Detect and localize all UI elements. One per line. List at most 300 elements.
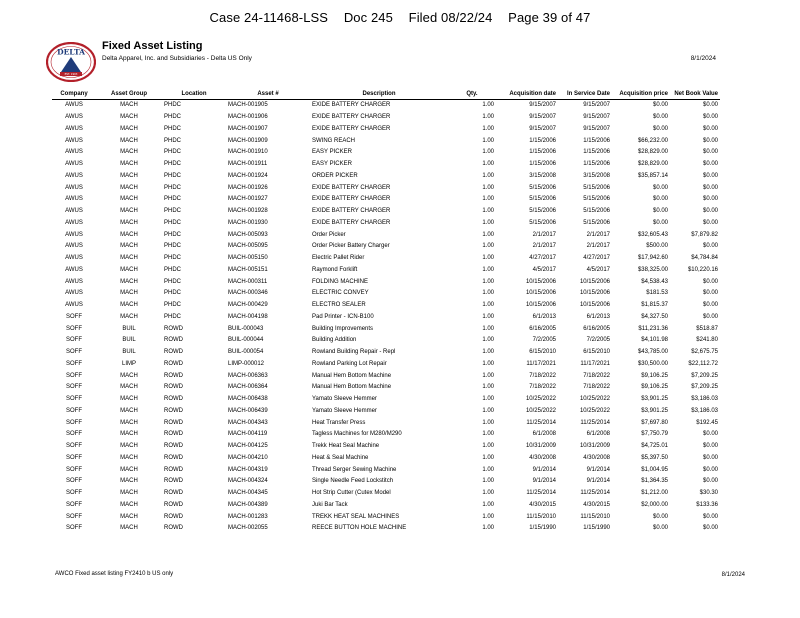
cell-asset-group: MACH bbox=[120, 255, 138, 262]
cell-description: EXIDE BATTERY CHARGER bbox=[312, 125, 391, 132]
cell-asset-group: BUIL bbox=[122, 337, 136, 344]
cell-location: ROWD bbox=[164, 360, 183, 367]
cell-acquisition-price: $1,364.35 bbox=[641, 478, 668, 485]
cell-net-book-value: $0.00 bbox=[702, 431, 718, 438]
col-company: Company bbox=[52, 88, 96, 100]
cell-net-book-value: $0.00 bbox=[702, 102, 718, 109]
table-row bbox=[52, 417, 720, 429]
cell-asset-group: MACH bbox=[120, 501, 138, 508]
cell-qty: 1.00 bbox=[482, 478, 494, 485]
cell-acquisition-date: 10/25/2022 bbox=[525, 407, 556, 414]
cell-asset-number: MACH-005150 bbox=[228, 255, 268, 262]
cell-acquisition-price: $3,901.25 bbox=[641, 407, 668, 414]
cell-qty: 1.00 bbox=[482, 125, 494, 132]
cell-asset-group: MACH bbox=[120, 196, 138, 203]
cell-in-service-date: 5/15/2006 bbox=[583, 208, 610, 215]
cell-location: PHDC bbox=[164, 184, 182, 191]
cell-company: SOFF bbox=[66, 525, 82, 532]
logo-est: EST. 1903 bbox=[64, 73, 78, 77]
cell-asset-group: MACH bbox=[120, 125, 138, 132]
cell-acquisition-price: $38,325.00 bbox=[637, 266, 668, 273]
cell-in-service-date: 10/31/2009 bbox=[579, 443, 610, 450]
cell-location: PHDC bbox=[164, 313, 182, 320]
table-row bbox=[52, 100, 720, 112]
cell-net-book-value: $0.00 bbox=[702, 313, 718, 320]
cell-asset-group: MACH bbox=[120, 290, 138, 297]
table-row bbox=[52, 370, 720, 382]
cell-acquisition-date: 5/15/2006 bbox=[529, 219, 556, 226]
table-row bbox=[52, 500, 720, 512]
cell-in-service-date: 6/1/2008 bbox=[586, 431, 610, 438]
cell-asset-group: BUIL bbox=[122, 349, 136, 356]
cell-company: AWUS bbox=[65, 102, 83, 109]
cell-description: ORDER PICKER bbox=[312, 172, 358, 179]
cell-asset-group: MACH bbox=[120, 407, 138, 414]
cell-description: Thread Serger Sewing Machine bbox=[312, 466, 397, 473]
footer-file-name: AWCO Fixed asset listing FY2410 b US only bbox=[55, 571, 174, 577]
cell-in-service-date: 4/30/2008 bbox=[583, 454, 610, 461]
cell-net-book-value: $0.00 bbox=[702, 161, 718, 168]
cell-acquisition-price: $32,605.43 bbox=[637, 231, 668, 238]
cell-in-service-date: 5/15/2006 bbox=[583, 196, 610, 203]
cell-company: AWUS bbox=[65, 149, 83, 156]
delta-logo bbox=[46, 42, 96, 82]
cell-acquisition-price: $9,106.25 bbox=[641, 372, 668, 379]
cell-acquisition-date: 4/27/2017 bbox=[529, 255, 556, 262]
cell-acquisition-price: $1,004.95 bbox=[641, 466, 668, 473]
cell-asset-group: BUIL bbox=[122, 325, 136, 332]
cell-asset-group: MACH bbox=[120, 231, 138, 238]
cell-qty: 1.00 bbox=[482, 325, 494, 332]
cell-acquisition-price: $28,829.00 bbox=[637, 149, 668, 156]
cell-qty: 1.00 bbox=[482, 184, 494, 191]
col-acquisition-date: Acquisition date bbox=[496, 88, 558, 100]
cell-asset-group: MACH bbox=[120, 384, 138, 391]
cell-in-service-date: 5/15/2006 bbox=[583, 219, 610, 226]
cell-qty: 1.00 bbox=[482, 360, 494, 367]
cell-asset-number: MACH-001926 bbox=[228, 184, 268, 191]
cell-acquisition-date: 6/1/2008 bbox=[532, 431, 556, 438]
cell-acquisition-price: $500.00 bbox=[646, 243, 668, 250]
cell-acquisition-price: $43,785.00 bbox=[637, 349, 668, 356]
cell-description: EXIDE BATTERY CHARGER bbox=[312, 208, 391, 215]
cell-company: AWUS bbox=[65, 219, 83, 226]
cell-asset-group: MACH bbox=[120, 513, 138, 520]
cell-asset-number: MACH-006364 bbox=[228, 384, 268, 391]
table-row bbox=[52, 194, 720, 206]
footer-date: 8/1/2024 bbox=[721, 572, 745, 578]
cell-asset-group: MACH bbox=[120, 302, 138, 309]
cell-location: ROWD bbox=[164, 501, 183, 508]
cell-acquisition-date: 11/25/2014 bbox=[526, 419, 556, 426]
filed-date: Filed 08/22/24 bbox=[408, 10, 493, 25]
cell-asset-number: MACH-000311 bbox=[228, 278, 268, 285]
cell-description: Order Picker bbox=[312, 231, 346, 238]
cell-location: ROWD bbox=[164, 349, 183, 356]
cell-location: ROWD bbox=[164, 490, 183, 497]
cell-description: Yamato Sleeve Hemmer bbox=[312, 407, 377, 414]
cell-company: SOFF bbox=[66, 478, 82, 485]
cell-company: AWUS bbox=[65, 196, 83, 203]
cell-location: PHDC bbox=[164, 114, 182, 121]
cell-acquisition-price: $4,538.43 bbox=[641, 278, 668, 285]
cell-acquisition-date: 9/1/2014 bbox=[532, 478, 556, 485]
cell-description: ELECTRO SEALER bbox=[312, 302, 366, 309]
cell-net-book-value: $7,879.82 bbox=[691, 231, 718, 238]
table-row bbox=[52, 276, 720, 288]
cell-description: Manual Hem Bottom Machine bbox=[312, 384, 392, 391]
cell-net-book-value: $4,784.84 bbox=[691, 255, 718, 262]
cell-net-book-value: $0.00 bbox=[702, 290, 718, 297]
cell-company: SOFF bbox=[66, 372, 82, 379]
cell-acquisition-date: 10/15/2006 bbox=[525, 290, 556, 297]
cell-acquisition-price: $66,232.00 bbox=[637, 137, 668, 144]
cell-location: PHDC bbox=[164, 102, 182, 109]
cell-qty: 1.00 bbox=[482, 419, 494, 426]
cell-asset-group: MACH bbox=[120, 172, 138, 179]
cell-company: SOFF bbox=[66, 325, 82, 332]
page-number: Page 39 of 47 bbox=[508, 10, 591, 25]
cell-description: ELECTRIC CONVEY bbox=[312, 290, 369, 297]
cell-net-book-value: $2,675.75 bbox=[691, 349, 718, 356]
cell-description: EASY PICKER bbox=[312, 161, 352, 168]
cell-acquisition-date: 1/15/2006 bbox=[529, 161, 556, 168]
table-row bbox=[52, 206, 720, 218]
cell-description: Yamato Sleeve Hemmer bbox=[312, 396, 377, 403]
cell-location: ROWD bbox=[164, 384, 183, 391]
cell-company: SOFF bbox=[66, 407, 82, 414]
cell-location: ROWD bbox=[164, 396, 183, 403]
table-row bbox=[52, 382, 720, 394]
cell-net-book-value: $3,186.03 bbox=[691, 396, 718, 403]
cell-net-book-value: $0.00 bbox=[702, 172, 718, 179]
cell-location: ROWD bbox=[164, 325, 183, 332]
table-row bbox=[52, 453, 720, 465]
cell-asset-group: MACH bbox=[120, 431, 138, 438]
cell-in-service-date: 11/17/2021 bbox=[580, 360, 610, 367]
cell-description: EASY PICKER bbox=[312, 149, 352, 156]
cell-in-service-date: 7/18/2022 bbox=[583, 384, 610, 391]
report-subtitle: Delta Apparel, Inc. and Subsidiaries - Delta US Only bbox=[102, 55, 252, 62]
cell-asset-number: MACH-001930 bbox=[228, 219, 268, 226]
cell-asset-group: MACH bbox=[120, 313, 138, 320]
table-row bbox=[52, 112, 720, 124]
cell-acquisition-price: $0.00 bbox=[652, 184, 668, 191]
cell-location: ROWD bbox=[164, 337, 183, 344]
cell-acquisition-price: $0.00 bbox=[652, 114, 668, 121]
cell-asset-number: MACH-004324 bbox=[228, 478, 268, 485]
cell-asset-group: MACH bbox=[120, 478, 138, 485]
report-date: 8/1/2024 bbox=[690, 55, 716, 62]
table-row bbox=[52, 265, 720, 277]
cell-in-service-date: 10/15/2006 bbox=[579, 302, 610, 309]
cell-asset-group: MACH bbox=[120, 243, 138, 250]
cell-asset-number: MACH-002055 bbox=[228, 525, 268, 532]
cell-company: AWUS bbox=[65, 184, 83, 191]
cell-acquisition-date: 7/18/2022 bbox=[529, 384, 556, 391]
cell-acquisition-price: $4,725.01 bbox=[641, 443, 668, 450]
cell-description: Juki Bar Tack bbox=[312, 501, 348, 508]
cell-acquisition-date: 10/15/2006 bbox=[525, 278, 556, 285]
cell-in-service-date: 1/15/2006 bbox=[583, 161, 610, 168]
cell-asset-number: MACH-004125 bbox=[228, 443, 268, 450]
cell-company: SOFF bbox=[66, 360, 82, 367]
cell-asset-group: MACH bbox=[120, 219, 138, 226]
cell-in-service-date: 4/5/2017 bbox=[586, 266, 610, 273]
cell-location: PHDC bbox=[164, 278, 182, 285]
table-row bbox=[52, 347, 720, 359]
cell-in-service-date: 10/15/2006 bbox=[579, 290, 610, 297]
cell-qty: 1.00 bbox=[482, 454, 494, 461]
cell-in-service-date: 11/25/2014 bbox=[580, 419, 610, 426]
cell-acquisition-date: 11/25/2014 bbox=[526, 490, 556, 497]
cell-location: ROWD bbox=[164, 431, 183, 438]
cell-location: ROWD bbox=[164, 466, 183, 473]
cell-qty: 1.00 bbox=[482, 114, 494, 121]
cell-description: Single Needle Feed Lockstitch bbox=[312, 478, 394, 485]
cell-description: Hot Strip Cutter (Cutex Model bbox=[312, 490, 391, 497]
cell-acquisition-date: 4/30/2008 bbox=[529, 454, 556, 461]
cell-qty: 1.00 bbox=[482, 466, 494, 473]
cell-acquisition-date: 3/15/2008 bbox=[529, 172, 556, 179]
cell-asset-number: MACH-004319 bbox=[228, 466, 268, 473]
cell-asset-group: MACH bbox=[120, 525, 138, 532]
cell-qty: 1.00 bbox=[482, 102, 494, 109]
cell-company: AWUS bbox=[65, 137, 83, 144]
cell-acquisition-date: 6/16/2005 bbox=[529, 325, 556, 332]
cell-qty: 1.00 bbox=[482, 196, 494, 203]
cell-acquisition-date: 4/5/2017 bbox=[532, 266, 556, 273]
cell-net-book-value: $0.00 bbox=[702, 513, 718, 520]
table-header-row bbox=[52, 88, 720, 100]
cell-acquisition-date: 9/15/2007 bbox=[529, 125, 556, 132]
cell-acquisition-price: $35,857.14 bbox=[637, 172, 668, 179]
cell-asset-group: MACH bbox=[120, 102, 138, 109]
cell-description: Pad Printer - ICN-B100 bbox=[312, 313, 374, 320]
cell-company: AWUS bbox=[65, 302, 83, 309]
cell-net-book-value: $0.00 bbox=[702, 478, 718, 485]
table-row bbox=[52, 323, 720, 335]
cell-description: FOLDING MACHINE bbox=[312, 278, 369, 285]
cell-acquisition-date: 9/15/2007 bbox=[529, 114, 556, 121]
cell-in-service-date: 1/15/2006 bbox=[583, 137, 610, 144]
cell-acquisition-price: $9,106.25 bbox=[641, 384, 668, 391]
cell-in-service-date: 11/15/2010 bbox=[580, 513, 610, 520]
cell-net-book-value: $0.00 bbox=[702, 243, 718, 250]
cell-net-book-value: $0.00 bbox=[702, 454, 718, 461]
table-row bbox=[52, 182, 720, 194]
cell-qty: 1.00 bbox=[482, 443, 494, 450]
cell-location: ROWD bbox=[164, 478, 183, 485]
cell-company: AWUS bbox=[65, 243, 83, 250]
cell-in-service-date: 2/1/2017 bbox=[586, 243, 610, 250]
cell-net-book-value: $0.00 bbox=[702, 443, 718, 450]
cell-location: PHDC bbox=[164, 231, 182, 238]
cell-in-service-date: 6/1/2013 bbox=[586, 313, 610, 320]
cell-net-book-value: $0.00 bbox=[702, 208, 718, 215]
cell-acquisition-price: $0.00 bbox=[652, 125, 668, 132]
cell-location: PHDC bbox=[164, 208, 182, 215]
cell-acquisition-price: $181.53 bbox=[646, 290, 668, 297]
table-row bbox=[52, 523, 720, 535]
cell-in-service-date: 4/27/2017 bbox=[583, 255, 610, 262]
cell-acquisition-price: $4,101.98 bbox=[641, 337, 668, 344]
table-row bbox=[52, 429, 720, 441]
cell-location: PHDC bbox=[164, 125, 182, 132]
cell-company: SOFF bbox=[66, 490, 82, 497]
cell-company: SOFF bbox=[66, 396, 82, 403]
cell-company: SOFF bbox=[66, 513, 82, 520]
cell-company: SOFF bbox=[66, 501, 82, 508]
table-row bbox=[52, 229, 720, 241]
cell-asset-number: MACH-004119 bbox=[228, 431, 268, 438]
cell-company: AWUS bbox=[65, 161, 83, 168]
cell-location: PHDC bbox=[164, 266, 182, 273]
cell-acquisition-date: 6/1/2013 bbox=[532, 313, 556, 320]
cell-qty: 1.00 bbox=[482, 490, 494, 497]
cell-company: SOFF bbox=[66, 337, 82, 344]
cell-net-book-value: $0.00 bbox=[702, 125, 718, 132]
cell-acquisition-date: 2/1/2017 bbox=[532, 231, 556, 238]
cell-net-book-value: $241.80 bbox=[696, 337, 718, 344]
cell-qty: 1.00 bbox=[482, 396, 494, 403]
cell-description: Trekk Heat Seal Machine bbox=[312, 443, 380, 450]
cell-acquisition-price: $30,500.00 bbox=[637, 360, 668, 367]
cell-net-book-value: $0.00 bbox=[702, 196, 718, 203]
cell-acquisition-date: 9/15/2007 bbox=[529, 102, 556, 109]
cell-asset-number: MACH-004343 bbox=[228, 419, 268, 426]
cell-in-service-date: 1/15/2006 bbox=[583, 149, 610, 156]
cell-in-service-date: 3/15/2008 bbox=[583, 172, 610, 179]
cell-net-book-value: $0.00 bbox=[702, 278, 718, 285]
cell-location: PHDC bbox=[164, 219, 182, 226]
cell-asset-number: BUIL-000043 bbox=[228, 325, 264, 332]
cell-location: ROWD bbox=[164, 443, 183, 450]
cell-in-service-date: 10/25/2022 bbox=[579, 407, 610, 414]
cell-asset-number: MACH-004389 bbox=[228, 501, 268, 508]
cell-in-service-date: 7/2/2005 bbox=[586, 337, 610, 344]
cell-acquisition-price: $0.00 bbox=[652, 208, 668, 215]
cell-acquisition-price: $0.00 bbox=[652, 513, 668, 520]
table-row bbox=[52, 511, 720, 523]
cell-company: SOFF bbox=[66, 313, 82, 320]
cell-asset-number: BUIL-000044 bbox=[228, 337, 264, 344]
cell-acquisition-date: 1/15/2006 bbox=[529, 137, 556, 144]
cell-qty: 1.00 bbox=[482, 349, 494, 356]
cell-asset-group: MACH bbox=[120, 114, 138, 121]
cell-company: SOFF bbox=[66, 384, 82, 391]
col-location: Location bbox=[162, 88, 226, 100]
cell-acquisition-price: $3,901.25 bbox=[641, 396, 668, 403]
cell-in-service-date: 2/1/2017 bbox=[586, 231, 610, 238]
cell-asset-number: BUIL-000054 bbox=[228, 349, 264, 356]
cell-net-book-value: $7,209.25 bbox=[691, 384, 718, 391]
table-row bbox=[52, 406, 720, 418]
table-row bbox=[52, 312, 720, 324]
cell-acquisition-date: 10/31/2009 bbox=[525, 443, 556, 450]
cell-acquisition-date: 5/15/2006 bbox=[529, 208, 556, 215]
cell-acquisition-date: 11/15/2010 bbox=[526, 513, 556, 520]
cell-qty: 1.00 bbox=[482, 149, 494, 156]
cell-acquisition-price: $17,942.60 bbox=[637, 255, 668, 262]
cell-company: SOFF bbox=[66, 349, 82, 356]
table-row bbox=[52, 171, 720, 183]
cell-acquisition-price: $1,212.00 bbox=[641, 490, 668, 497]
cell-asset-number: MACH-001927 bbox=[228, 196, 268, 203]
cell-qty: 1.00 bbox=[482, 161, 494, 168]
table-row bbox=[52, 218, 720, 230]
table-row bbox=[52, 335, 720, 347]
cell-asset-group: MACH bbox=[120, 454, 138, 461]
cell-net-book-value: $22,112.72 bbox=[688, 360, 718, 367]
cell-asset-group: MACH bbox=[120, 266, 138, 273]
cell-company: SOFF bbox=[66, 454, 82, 461]
cell-acquisition-price: $11,231.36 bbox=[638, 325, 668, 332]
cell-description: Rowland Parking Lot Repair bbox=[312, 360, 387, 367]
cell-company: AWUS bbox=[65, 255, 83, 262]
cell-description: Heat Transfer Press bbox=[312, 419, 366, 426]
cell-description: Building Addition bbox=[312, 337, 357, 344]
cell-asset-number: MACH-001911 bbox=[228, 161, 268, 168]
cell-qty: 1.00 bbox=[482, 337, 494, 344]
cell-description: REECE BUTTON HOLE MACHINE bbox=[312, 525, 407, 532]
cell-in-service-date: 9/15/2007 bbox=[583, 114, 610, 121]
cell-qty: 1.00 bbox=[482, 525, 494, 532]
cell-location: PHDC bbox=[164, 243, 182, 250]
table-row bbox=[52, 464, 720, 476]
cell-qty: 1.00 bbox=[482, 255, 494, 262]
table-row bbox=[52, 441, 720, 453]
cell-asset-number: MACH-006438 bbox=[228, 396, 268, 403]
cell-company: AWUS bbox=[65, 125, 83, 132]
col-qty: Qty. bbox=[448, 88, 496, 100]
cell-asset-number: MACH-005093 bbox=[228, 231, 268, 238]
cell-asset-number: MACH-001909 bbox=[228, 137, 268, 144]
cell-asset-number: MACH-005151 bbox=[228, 266, 268, 273]
col-asset-number: Asset # bbox=[226, 88, 310, 100]
table-row bbox=[52, 147, 720, 159]
cell-asset-number: MACH-006439 bbox=[228, 407, 268, 414]
cell-qty: 1.00 bbox=[482, 219, 494, 226]
table-row bbox=[52, 253, 720, 265]
cell-location: PHDC bbox=[164, 290, 182, 297]
cell-company: SOFF bbox=[66, 443, 82, 450]
cell-description: Building Improvements bbox=[312, 325, 374, 332]
cell-net-book-value: $0.00 bbox=[702, 184, 718, 191]
cell-qty: 1.00 bbox=[482, 290, 494, 297]
cell-net-book-value: $0.00 bbox=[702, 525, 718, 532]
cell-asset-number: MACH-001283 bbox=[228, 513, 268, 520]
cell-qty: 1.00 bbox=[482, 513, 494, 520]
cell-description: EXIDE BATTERY CHARGER bbox=[312, 219, 391, 226]
cell-in-service-date: 6/16/2005 bbox=[583, 325, 610, 332]
cell-qty: 1.00 bbox=[482, 302, 494, 309]
cell-in-service-date: 6/15/2010 bbox=[583, 349, 610, 356]
cell-location: ROWD bbox=[164, 372, 183, 379]
cell-asset-group: MACH bbox=[120, 161, 138, 168]
cell-qty: 1.00 bbox=[482, 278, 494, 285]
cell-company: AWUS bbox=[65, 278, 83, 285]
table-row bbox=[52, 488, 720, 500]
cell-in-service-date: 9/15/2007 bbox=[583, 102, 610, 109]
cell-acquisition-price: $2,000.00 bbox=[641, 501, 668, 508]
cell-acquisition-date: 11/17/2021 bbox=[526, 360, 556, 367]
cell-in-service-date: 10/25/2022 bbox=[579, 396, 610, 403]
table-row bbox=[52, 124, 720, 136]
cell-asset-number: MACH-001924 bbox=[228, 172, 268, 179]
cell-location: PHDC bbox=[164, 172, 182, 179]
table-row bbox=[52, 288, 720, 300]
